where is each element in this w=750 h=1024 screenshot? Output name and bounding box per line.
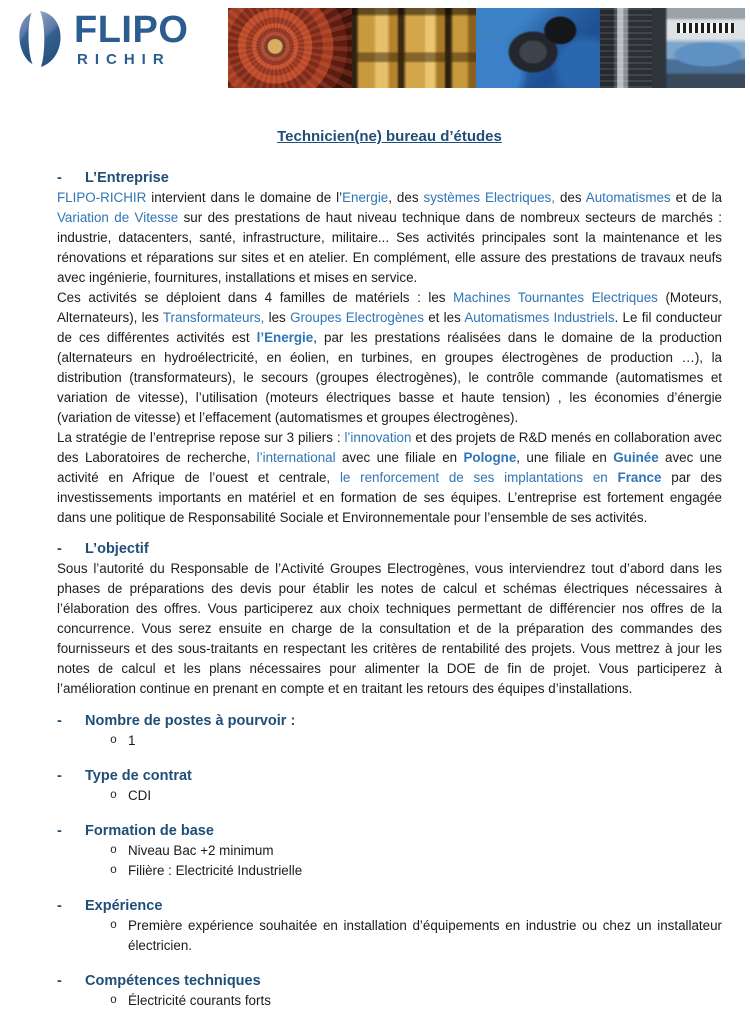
company-name: FLIPO: [74, 9, 189, 51]
text-segment: Groupes Electrogènes: [290, 310, 424, 325]
text-segment: avec une activité en Afrique de l’ouest et centrale,: [57, 450, 723, 485]
bullet-circle-glyph: o: [110, 734, 117, 747]
text-segment: des: [554, 190, 586, 205]
list-dash: -: [57, 768, 62, 784]
list-item: [57, 916, 722, 956]
text-segment: l’Energie: [256, 330, 314, 345]
section-heading: [57, 766, 722, 786]
bullet-text: Électricité courants forts: [128, 993, 271, 1008]
section-heading: [57, 821, 722, 841]
text-segment: (Moteurs, Alternateurs), les: [57, 290, 722, 325]
text-segment: Machines Tournantes Electriques: [453, 290, 658, 305]
bullet-text: Filière : Electricité Industrielle: [128, 863, 303, 878]
text-segment: Transformateurs,: [162, 310, 265, 325]
bullet-circle-glyph: o: [110, 994, 117, 1007]
text-segment: Variation de Vitesse: [57, 210, 179, 225]
list-item: [57, 991, 722, 1011]
text-segment: les: [264, 310, 291, 325]
section-heading-label: L’objectif: [85, 541, 149, 557]
list-dash: -: [57, 170, 62, 186]
company-subname: RICHIR: [77, 51, 171, 68]
paragraph-objectif-1: [57, 559, 722, 699]
document-page: [0, 126, 750, 1011]
text-segment: Sous l’autorité du Responsable de l’Activité Groupes Electrogènes, vous interviendrez tout d’abord dans les phases de préparations des devis pour établir les notes de calcul et schémas électriques nécessaires à l’élaboration des offres. Vous participerez aux choix techniques permettant de différencier nos offres de la concurrence. Vous serez ensuite en charge de la consultation et de la préparation des commandes des fournisseurs et des sous-traitants en respectant les critères de rentabilité des projets. Vous mettrez à jour les notes de calcul et les plans nécessaires pour alimenter la DOE de fin de projet. Vous participerez à l’amélioration continue en prenant en compte et en traitant les retours des équipes d’installations.: [57, 561, 722, 696]
section-heading-objectif: [57, 539, 722, 559]
section-competences-techniques: [57, 971, 722, 1011]
text-segment: le renforcement de ses implantations en: [339, 470, 618, 485]
cable-tray-photo: [600, 8, 652, 88]
text-segment: systèmes Electriques,: [423, 190, 555, 205]
bullet-list: [57, 916, 722, 956]
bullet-circle-glyph: o: [110, 844, 117, 857]
page-title: Technicien(ne) bureau d’études: [277, 128, 502, 145]
text-segment: FLIPO-RICHIR: [57, 190, 147, 205]
flipo-richir-logo-icon: [12, 8, 68, 70]
text-segment: Ces activités se déploient dans 4 familles de matériels : les: [57, 290, 454, 305]
section-heading: [57, 896, 722, 916]
section-heading-label: L’Entreprise: [85, 170, 169, 186]
section-heading: [57, 711, 722, 731]
section-experience: [57, 896, 722, 956]
control-cabinet-photo: [652, 8, 745, 88]
paragraph-entreprise-1: [57, 188, 722, 288]
text-segment: Automatismes: [585, 190, 671, 205]
list-item: [57, 841, 722, 861]
section-heading-label: Compétences techniques: [85, 973, 261, 989]
text-segment: l’innovation: [344, 430, 412, 445]
bullet-circle-glyph: o: [110, 864, 117, 877]
bullet-list: [57, 786, 722, 806]
blue-engine-photo: [476, 8, 600, 88]
text-segment: et de la: [670, 190, 723, 205]
list-dash: -: [57, 541, 62, 557]
text-segment: et les: [423, 310, 465, 325]
text-segment: sur des prestations de haut niveau technique dans de nombreux secteurs de marchés : industrie, datacenters, santé, infrastructure, militaire... Ses activités principales sont la maintenance et les rénovations et réparations sur sites et en atelier. En complément, elle assure des prestations de travaux neufs avec ingénierie, fournitures, installations et mises en service.: [57, 210, 722, 285]
bullet-list: [57, 841, 722, 881]
section-heading-label: Expérience: [85, 898, 163, 914]
section-heading-label: Type de contrat: [85, 768, 192, 784]
text-segment: intervient dans le domaine de l’: [146, 190, 343, 205]
list-item: [57, 861, 722, 881]
text-segment: . Le fil conducteur de ces différentes activités est: [57, 310, 722, 345]
text-segment: Pologne: [463, 450, 517, 465]
company-logo-text: [74, 11, 188, 67]
list-item: [57, 786, 722, 806]
company-logo: [12, 8, 218, 70]
list-item: [57, 731, 722, 751]
bullet-list: [57, 991, 722, 1011]
bullet-circle-glyph: o: [110, 789, 117, 802]
text-segment: Automatismes Industriels: [464, 310, 615, 325]
section-heading-label: Formation de base: [85, 823, 214, 839]
list-dash: -: [57, 823, 62, 839]
paragraph-entreprise-2: [57, 288, 722, 428]
transformer-coils-photo: [352, 8, 476, 88]
text-segment: l’international: [256, 450, 336, 465]
section-formation-de-base: [57, 821, 722, 881]
list-dash: -: [57, 713, 62, 729]
text-segment: et des projets de R&D menés en collaboration avec des Laboratoires de recherche,: [57, 430, 722, 465]
section-type-de-contrat: [57, 766, 722, 806]
bullet-text: CDI: [128, 788, 152, 803]
stator-windings-photo: [228, 8, 352, 88]
text-segment: avec une filiale en: [335, 450, 464, 465]
bullet-text: 1: [128, 733, 136, 748]
bullet-text: Niveau Bac +2 minimum: [128, 843, 274, 858]
text-segment: , par les prestations réalisées dans le domaine de la production (alternateurs en hydroélectricité, en éolien, en turbines, en groupes électrogènes de production …), la distribution (transformateurs), le secours (groupes électrogènes), le contrôle commande (automatismes et variation de vitesse), l’utilisation (moteurs électriques basse et haute tension) , les économies d’énergie (variation de vitesse) et l’effacement (automatismes et groupes électrogènes).: [57, 330, 722, 425]
text-segment: , une filiale en: [516, 450, 614, 465]
text-segment: Energie: [342, 190, 389, 205]
bullet-circle-glyph: o: [110, 919, 117, 932]
text-segment: La stratégie de l’entreprise repose sur 3 piliers :: [57, 430, 345, 445]
section-nombre-de-postes: [57, 711, 722, 751]
paragraph-entreprise-3: [57, 428, 722, 528]
section-heading: [57, 971, 722, 991]
section-heading-label: Nombre de postes à pourvoir :: [85, 713, 296, 729]
text-segment: France: [617, 470, 662, 485]
text-segment: , des: [388, 190, 424, 205]
list-dash: -: [57, 973, 62, 989]
list-dash: -: [57, 898, 62, 914]
bullet-list: [57, 731, 722, 751]
bullet-text: Première expérience souhaitée en installation d’équipements en industrie ou chez un installateur électricien.: [128, 918, 722, 953]
document-header: [0, 0, 750, 92]
text-segment: par des investissements importants en matériel et en formation de ses équipes. L’entreprise est fortement engagée dans une politique de Responsabilité Sociale et Environnementale pour l’ensemble de ses activités.: [57, 470, 722, 525]
text-segment: Guinée: [613, 450, 659, 465]
header-photo-banner: [228, 8, 745, 88]
section-heading-entreprise: [57, 168, 722, 188]
